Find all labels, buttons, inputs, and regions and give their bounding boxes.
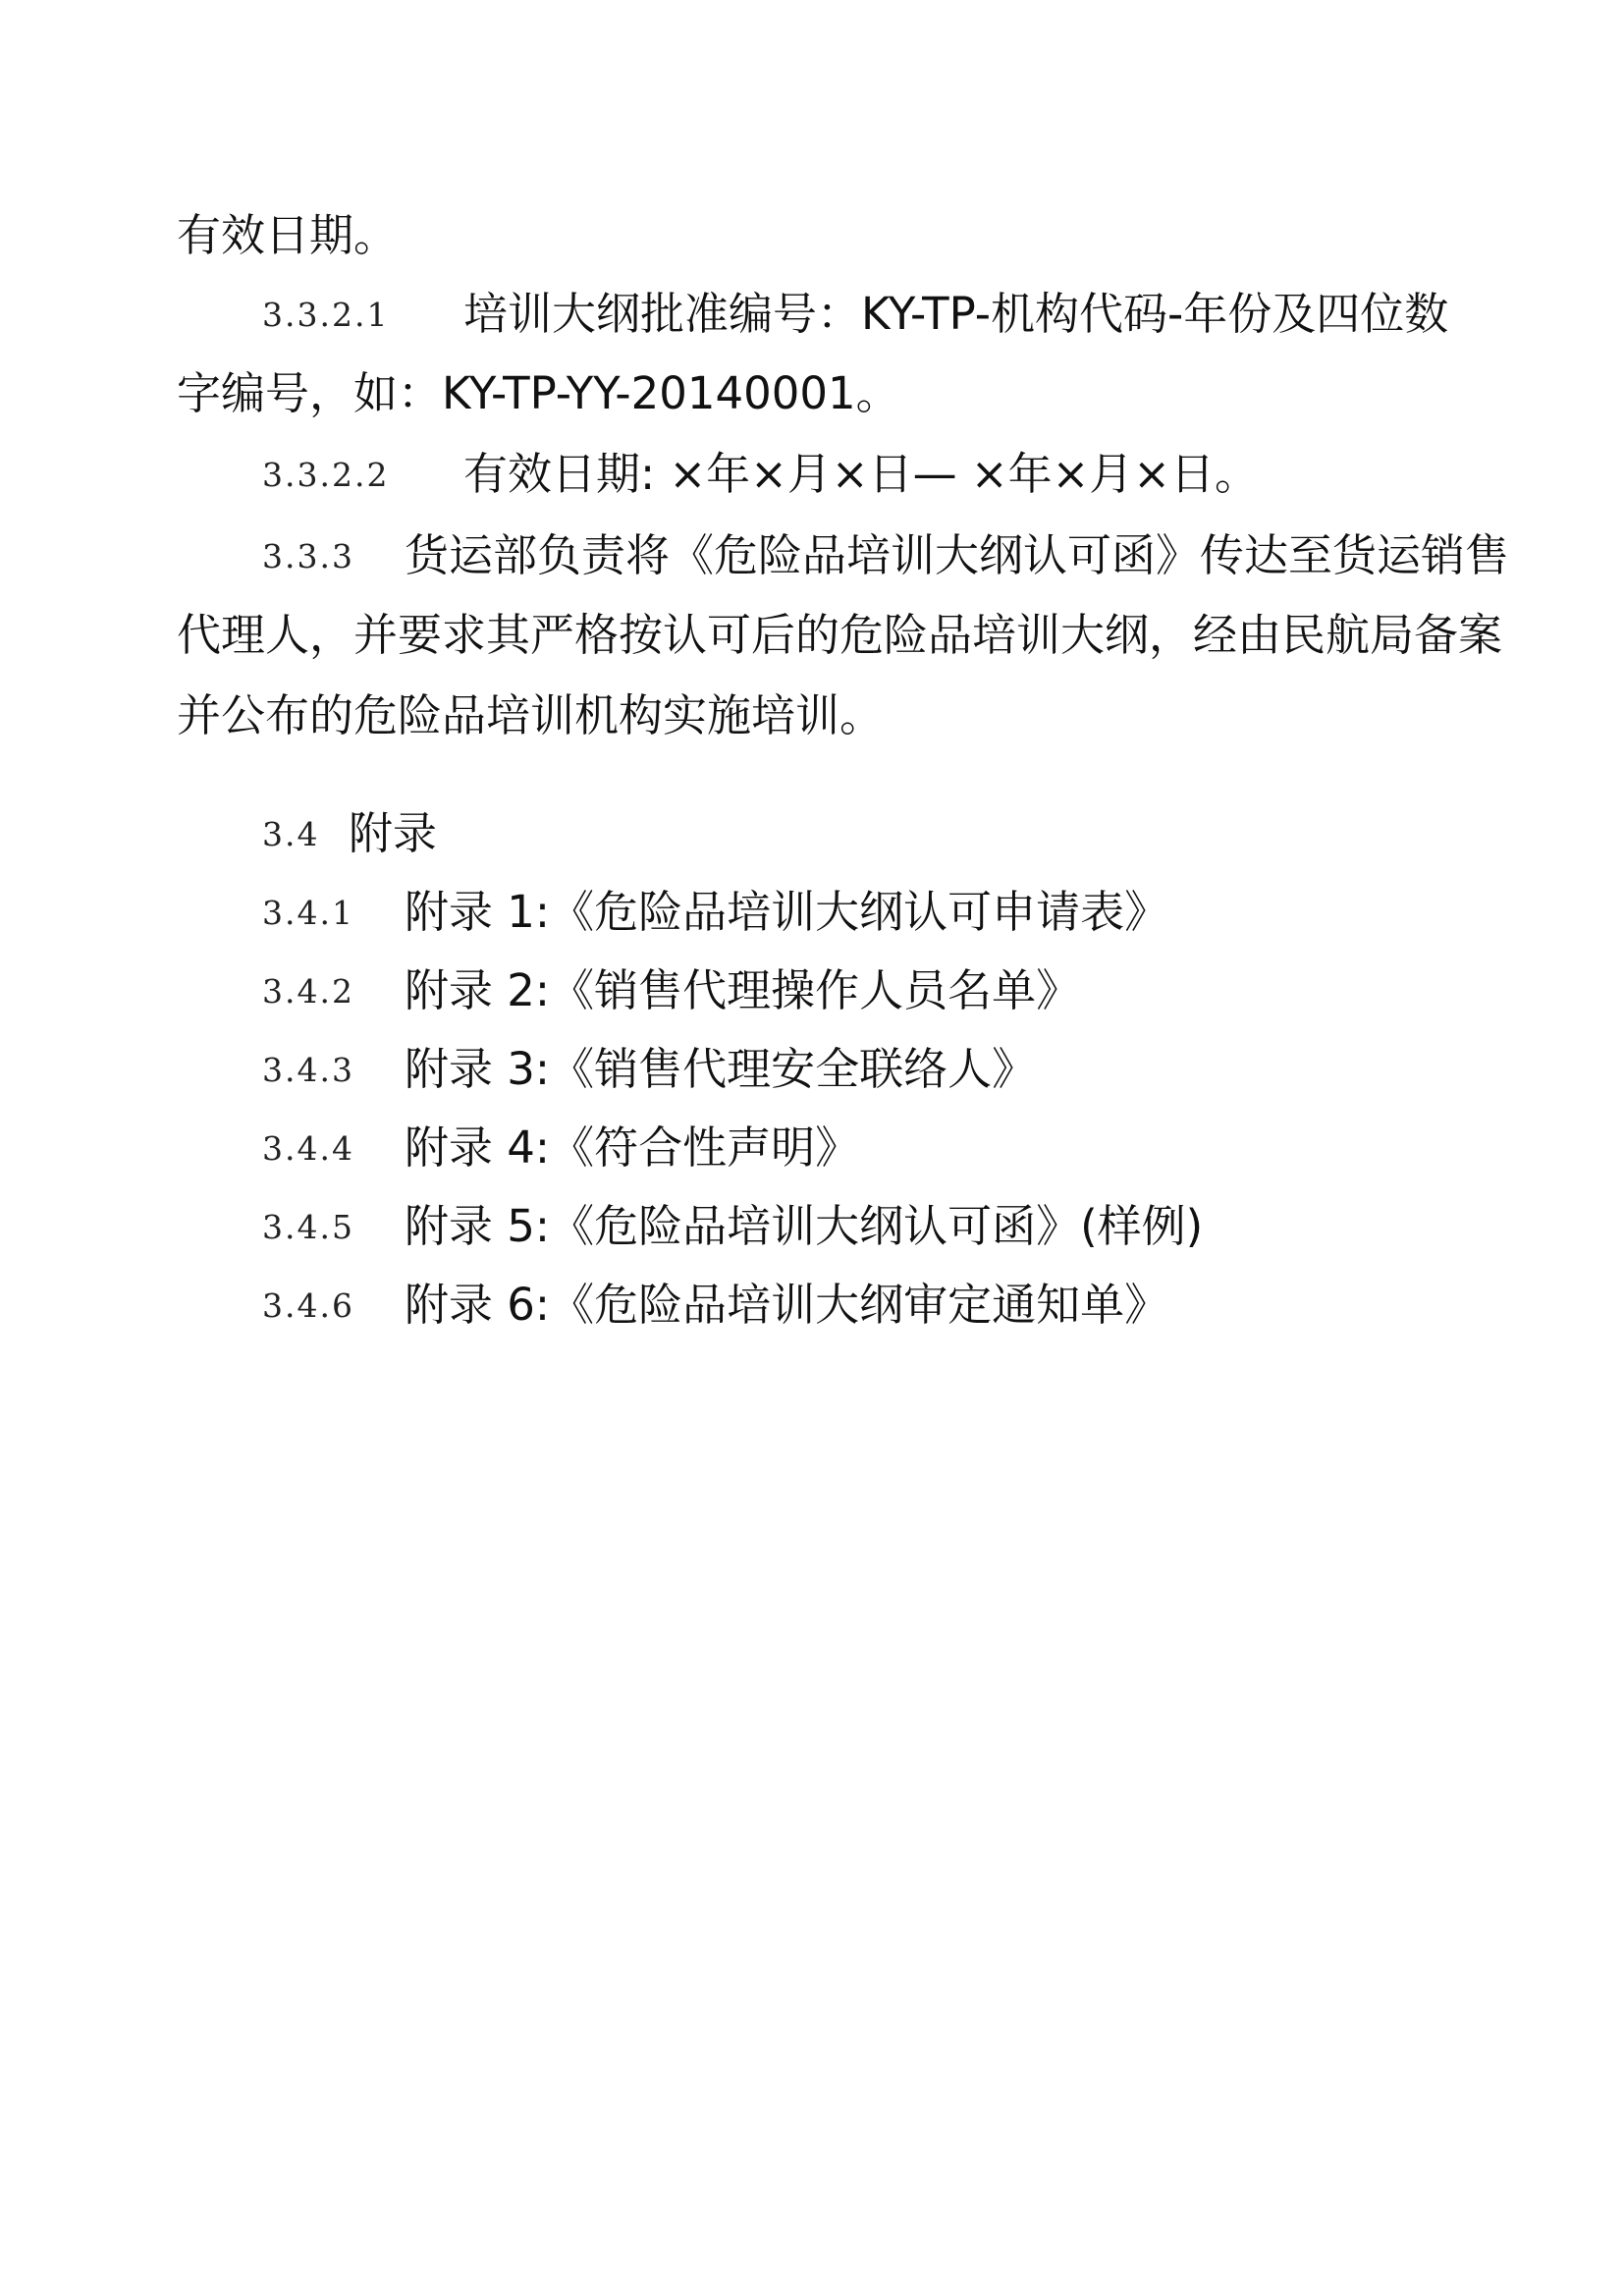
appendix-item-text: 附录 5:《危险品培训大纲认可函》(样例)	[405, 1200, 1204, 1252]
appendix-item-number: 3.4.2	[262, 972, 354, 1011]
appendix-item-number: 3.4.5	[262, 1208, 354, 1246]
clause-number: 3.3.3	[262, 537, 354, 575]
appendix-item-number: 3.4.4	[262, 1129, 354, 1168]
clause-text: 代理人，并要求其严格按认可后的危险品培训大纲，经由民航局备案	[177, 609, 1503, 661]
appendix-item-text: 附录 4:《符合性声明》	[405, 1121, 860, 1174]
clause-number: 3.3.2.1	[262, 296, 390, 334]
paragraph-text: 有效日期。	[177, 209, 399, 261]
appendix-item-number: 3.4.3	[262, 1051, 354, 1089]
appendix-item-text: 附录 1:《危险品培训大纲认可申请表》	[405, 886, 1169, 938]
appendix-item-number: 3.4.1	[262, 894, 354, 932]
clause-text: 培训大纲批准编号：KY-TP-机构代码-年份及四位数	[463, 288, 1449, 340]
clause-text: 有效日期: ×年×月×日— ×年×月×日。	[463, 448, 1260, 500]
appendix-item-number: 3.4.6	[262, 1286, 354, 1325]
section-number: 3.4	[262, 815, 320, 853]
appendix-item-text: 附录 6:《危险品培训大纲审定通知单》	[405, 1279, 1169, 1331]
appendix-item-text: 附录 2:《销售代理操作人员名单》	[405, 964, 1081, 1016]
clause-number: 3.3.2.2	[262, 456, 390, 494]
clause-text: 并公布的危险品培训机构实施培训。	[177, 689, 885, 741]
clause-text: 货运部负责将《危险品培训大纲认可函》传达至货运销售	[405, 529, 1510, 581]
section-title: 附录	[349, 807, 438, 859]
appendix-item-text: 附录 3:《销售代理安全联络人》	[405, 1043, 1037, 1095]
clause-text: 字编号，如：KY-TP-YY-20140001。	[177, 367, 900, 419]
